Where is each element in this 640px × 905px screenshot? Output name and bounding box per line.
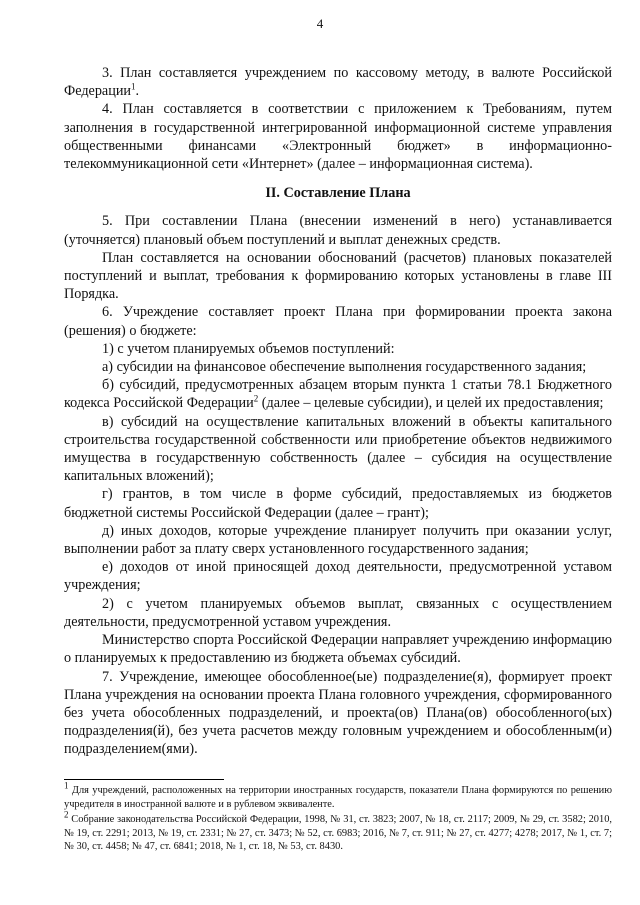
footnotes <box>64 780 612 856</box>
item-1e: е) доходов от иной приносящей доход деятельности, предусмотренной уставом учреждения; <box>64 559 612 594</box>
paragraph-4: 4. План составляется в соответствии с приложением к Требованиям, путем заполнения в государственной интегрированной информационной системе управления общественными финансами «Электронный бюджет» в информационно-телекоммуникационной сети «Интернет» (далее – информационная система). <box>64 101 612 173</box>
paragraph-5: 5. При составлении Плана (внесении изменений в него) устанавливается (уточняется) плановый объем поступлений и выплат денежных средств. <box>64 213 612 248</box>
paragraph-3: 3. План составляется учреждением по кассовому методу, в валюте Российской Федерации$^1$. <box>64 65 612 100</box>
footnote-2-mark: 2 <box>64 809 69 820</box>
item-2: 2) с учетом планируемых объемов выплат, связанных с осуществлением деятельности, предусмотренной уставом учреждения. <box>64 595 612 630</box>
footnote-1 <box>64 780 612 811</box>
item-1a: а) субсидии на финансовое обеспечение выполнения государственного задания; <box>102 359 587 376</box>
document-body <box>64 64 612 759</box>
paragraph-plan-basis: План составляется на основании обоснований (расчетов) плановых показателей поступлений и выплат, требования к формированию которых установлены в главе III Порядка. <box>64 249 612 303</box>
item-1b-text-cont: (далее – целевые субсидии), и целей их предоставления; <box>258 395 604 412</box>
footnote-1-mark: 1 <box>64 780 69 791</box>
item-1b <box>64 376 612 412</box>
section-heading: II. Составление Плана <box>265 185 411 202</box>
item-1: 1) с учетом планируемых объемов поступлений: <box>102 340 395 357</box>
item-1d: д) иных доходов, которые учреждение планирует получить при оказании услуг, выполнении работ за плату сверх установленного государственного задания; <box>64 522 612 558</box>
paragraph-7: 7. Учреждение, имеющее обособленное(ые) подразделение(я), формирует проект Плана учреждения на основании проекта Плана головного учреждения, сформированного без учета обособленных подразделений, и проекта(ов) Плана(ов) обособленного(ых) подразделения(й), без учета расчетов между головным учреждением и обособленным(и) подразделением(ями). <box>64 668 612 758</box>
item-1b-text: б) субсидий, предусмотренных абзацем вторым пункта 1 статьи 78.1 Бюджетного кодекса Российской Федерации <box>64 377 612 412</box>
footnote-2 <box>64 809 612 854</box>
item-1v: в) субсидий на осуществление капитальных вложений в объекты капитального строительства государственной собственности или приобретение объектов недвижимого имущества в государственную собственность (далее – субсидия на осуществление капитальных вложений); <box>64 413 612 485</box>
paragraph-6: 6. Учреждение составляет проект Плана при формировании проекта закона (решения) о бюджете: <box>64 304 612 339</box>
footnote-1-text: Для учреждений, расположенных на территории иностранных государств, показатели Плана формируются по решению учредителя в иностранной валюте и в рублевом эквиваленте. <box>64 785 612 810</box>
paragraph-ministry: Министерство спорта Российской Федерации направляет учреждению информацию о планируемых к предоставлению из бюджета объемах субсидий. <box>64 632 612 667</box>
footnote-ref-2: 2 <box>253 393 259 404</box>
footnote-2-text: Собрание законодательства Российской Федерации, 1998, № 31, ст. 3823; 2007, № 18, ст. 2117; 2009, № 29, ст. 3582; 2010, № 19, ст. 2291; 2013, № 19, ст. 2331; № 27, ст. 3473; № 52, ст. 6983; 2016, № 7, ст. 911; № 27, ст. 4277; 4278; 2017, № 1, ст. 7; № 30, ст. 4458; № 47, ст. 6841; 2018, № 1, ст. 18, № 53, ст. 8430. <box>64 814 612 853</box>
page-number: 4 <box>316 16 324 31</box>
footnote-ref-1: 1 <box>131 81 136 92</box>
paragraph-3-text: 3. План составляется учреждением по кассовому методу, в валюте Российской Федерации <box>64 65 612 100</box>
item-1g: г) грантов, в том числе в форме субсидий, предоставляемых из бюджетов бюджетной системы Российской Федерации (далее – грант); <box>64 486 612 521</box>
footnote-divider <box>64 779 224 780</box>
